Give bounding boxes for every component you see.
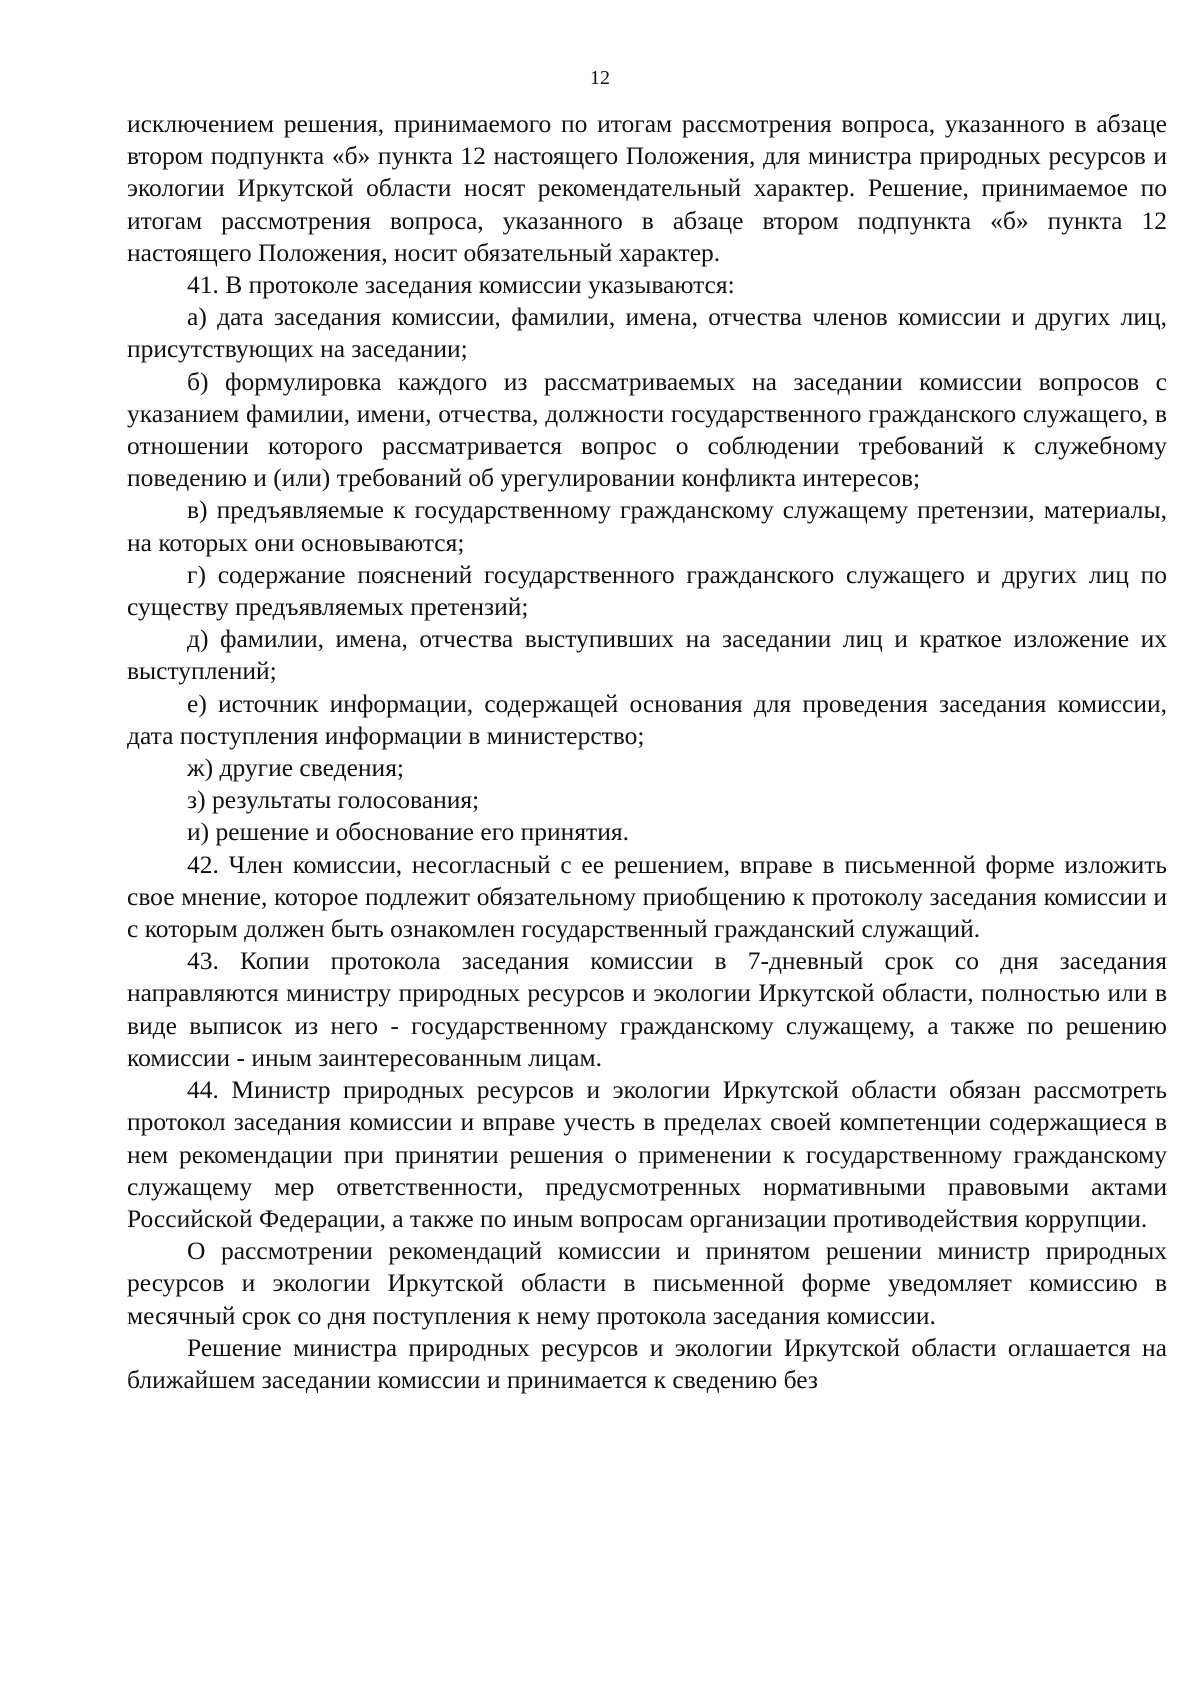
list-item-b: б) формулировка каждого из рассматриваемых на заседании комиссии вопросов с указанием фамилии, имени, отчества, должности государственного гражданского служащего, в отношении которого рассматривается вопрос о соблюдении требований к служебному поведению и (или) требований об урегулировании конфликта интересов; [127,366,1167,493]
list-item-g: г) содержание пояснений государственного гражданского служащего и других лиц по существу предъявляемых претензий; [127,559,1167,622]
paragraph-42: 42. Член комиссии, несогласный с ее решением, вправе в письменной форме изложить свое мнение, которое подлежит обязательному приобщению к протоколу заседания комиссии и с которым должен быть ознакомлен государственный гражданский служащий. [127,849,1167,944]
paragraph-44: 44. Министр природных ресурсов и экологии Иркутской области обязан рассмотреть протокол заседания комиссии и вправе учесть в пределах своей компетенции содержащиеся в нем рекомендации при принятии решения о применении к государственному гражданскому служащему мер ответственности, предусмотренных нормативными правовыми актами Российской Федерации, а также по иным вопросам организации противодействия коррупции. [127,1075,1167,1233]
list-item-e: е) источник информации, содержащей основания для проведения заседания комиссии, дата поступления информации в министерство; [127,688,1167,750]
list-item-z: з) результаты голосования; [187,785,480,815]
paragraph-43: 43. Копии протокола заседания комиссии в 7-дневный срок со дня заседания направляются министру природных ресурсов и экологии Иркутской области, полностью или в виде выписок из него - государственному гражданскому служащему, а также по решению комиссии - иным заинтересованным лицам. [127,946,1167,1072]
list-item-zh: ж) другие сведения; [187,753,405,783]
list-item-i: и) решение и обоснование его принятия. [187,817,629,847]
list-item-d: д) фамилии, имена, отчества выступивших на заседании лиц и краткое изложение их выступлений; [127,624,1167,686]
paragraph-continuation: исключением решения, принимаемого по итогам рассмотрения вопроса, указанного в абзаце втором подпункта «б» пункта 12 настоящего Положения, для министра природных ресурсов и экологии Иркутской области носят рекомендательный характер. Решение, принимаемое по итогам рассмотрения вопроса, указанного в абзаце втором подпункта «б» пункта 12 настоящего Положения, носит обязательный характер. [127,109,1167,267]
list-item-v: в) предъявляемые к государственному гражданскому служащему претензии, материалы, на которых они основываются; [127,495,1167,557]
list-item-a: а) дата заседания комиссии, фамилии, имена, отчества членов комиссии и других лиц, присутствующих на заседании; [127,302,1167,364]
paragraph-41: 41. В протоколе заседания комиссии указываются: [187,270,735,300]
page-number: 12 [590,67,610,89]
document-body [127,108,1167,1396]
paragraph-minister-decision: Решение министра природных ресурсов и экологии Иркутской области оглашается на ближайшем заседании комиссии и принимается к сведению без [127,1332,1167,1394]
paragraph-recommendations: О рассмотрении рекомендаций комиссии и принятом решении министр природных ресурсов и экологии Иркутской области в письменной форме уведомляет комиссию в месячный срок со дня поступления к нему протокола заседания комиссии. [127,1236,1167,1330]
